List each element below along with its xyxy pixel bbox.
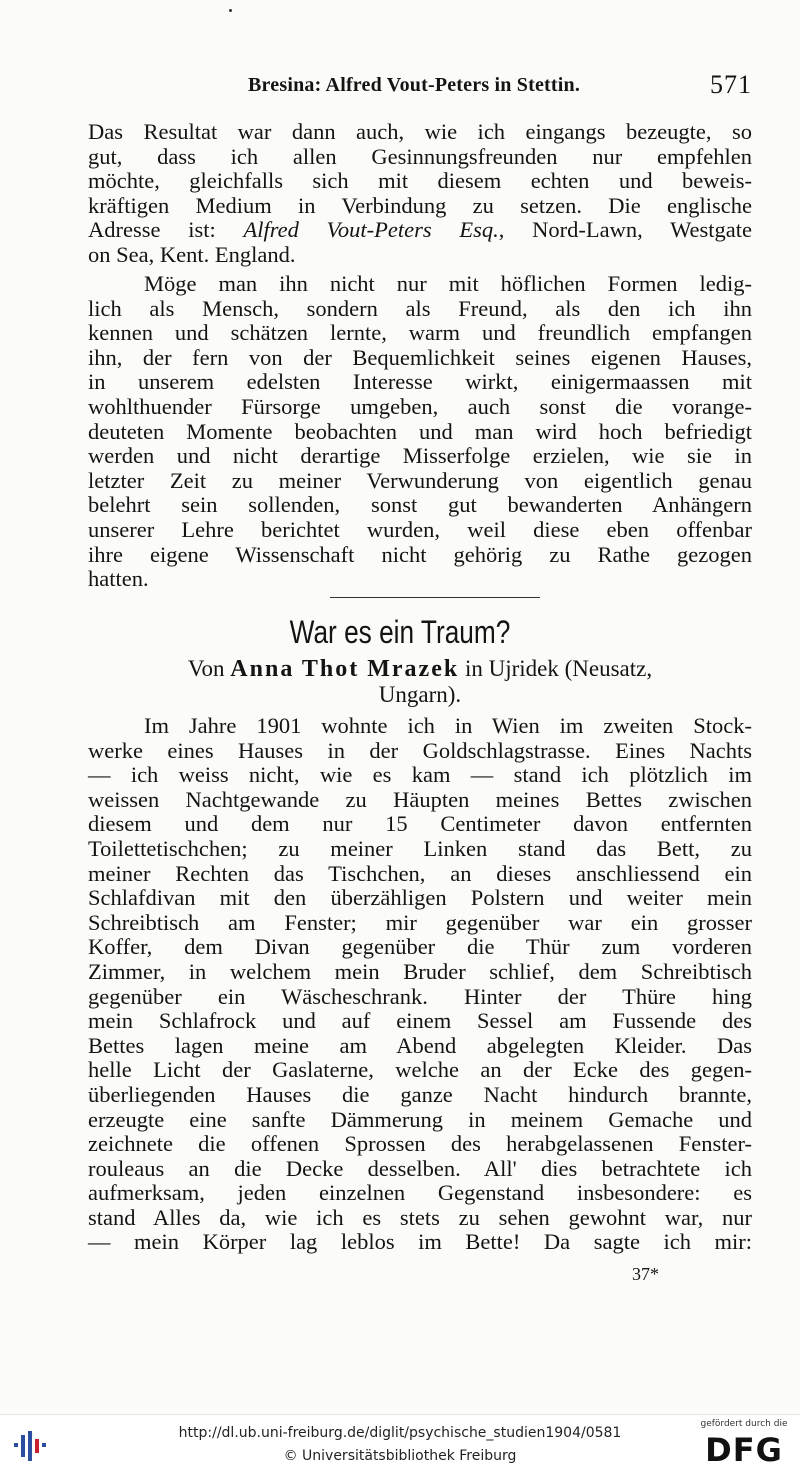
text-line: hatten. (88, 566, 149, 592)
paragraph-3 (88, 714, 752, 1255)
text-line: gut, dass ich allen Gesinnungsfreunden nur empfehlen (88, 143, 752, 169)
text-line: Koffer, dem Divan gegenüber die Thür zum vorderen (88, 934, 752, 960)
text-line: meiner Rechten das Tischchen, an dieses anschliessend ein (88, 860, 752, 886)
scan-speck (229, 9, 232, 12)
text-line: Toilettetischchen; zu meiner Linken stand das Bett, zu (88, 835, 752, 861)
text-line: in unserem edelsten Interesse wirkt, einigermaassen mit (88, 369, 752, 395)
text-line: aufmerksam, jeden einzelnen Gegenstand insbesondere: es (88, 1180, 752, 1206)
text-line: unserer Lehre berichtet wurden, weil diese eben offenbar (88, 516, 752, 542)
signature-mark: 37* (632, 1264, 659, 1284)
byline-suffix: in Ujridek (Neusatz, (459, 656, 653, 681)
story-title: War es ein Traum? (289, 614, 511, 650)
dfg-caption: gefördert durch die (700, 1419, 788, 1429)
source-url-link[interactable]: http://dl.ub.uni-freiburg.de/diglit/psychische_studien1904/0581 (178, 1425, 622, 1441)
text-line: Zimmer, in welchem mein Bruder schlief, dem Schreibtisch (88, 958, 752, 984)
text-line: Das Resultat war dann auch, wie ich eingangs bezeugte, so (88, 119, 752, 144)
text-line: überliegenden Hauses die ganze Nacht hindurch brannte, (88, 1081, 752, 1107)
text-line: Möge man ihn nicht nur mit höflichen Formen ledig- (144, 271, 752, 296)
dfg-wordmark: DFG (705, 1431, 783, 1469)
running-head (90, 70, 752, 104)
byline-line-1 (88, 656, 752, 682)
text-line: Schlafdivan mit den überzähligen Polstern und weiter mein (88, 885, 752, 911)
byline (88, 656, 752, 708)
text-line: kennen und schätzen lernte, warm und freundlich empfangen (88, 320, 752, 346)
text-line: rouleaus an die Decke desselben. All' dies betrachtete ich (88, 1155, 752, 1181)
section-divider (330, 597, 540, 598)
text-line: — mein Körper lag leblos im Bette! Da sagte ich mir: (88, 1229, 752, 1255)
paragraph-2 (88, 272, 752, 592)
text-line: erzeugte eine sanfte Dämmerung in meinem Gemache und (88, 1106, 752, 1132)
copyright-text: © Universitätsbibliothek Freiburg (283, 1448, 517, 1464)
running-head-title: Bresina: Alfred Vout-Peters in Stettin. (248, 74, 581, 96)
text-line: on Sea, Kent. England. (88, 241, 296, 267)
byline-line-2: Ungarn). (378, 682, 462, 707)
text-line: zeichnete die offenen Sprossen des herabgelassenen Fenster- (88, 1131, 752, 1157)
address-line (88, 218, 752, 243)
text-line: ihre eigene Wissenschaft nicht gehörig zu Rathe gezogen (88, 541, 752, 567)
text-line: Im Jahre 1901 wohnte ich in Wien im zweiten Stock- (144, 713, 752, 738)
text-line: helle Licht der Gaslaterne, welche an der Ecke des gegen- (88, 1057, 752, 1083)
text-line: — ich weiss nicht, wie es kam — stand ich plötzlich im (88, 762, 752, 788)
text-line: werden und nicht derartige Misserfolge erzielen, wie sie in (88, 443, 752, 469)
text-line: kräftigen Medium in Verbindung zu setzen. Die englische (88, 192, 752, 218)
text-line: stand Alles da, wie ich es stets zu sehen gewohnt war, nur (88, 1204, 752, 1230)
text-line: deuteten Momente beobachten und man wird hoch befriedigt (88, 418, 752, 444)
text-line: wohlthuender Fürsorge umgeben, auch sonst die vorange- (88, 393, 752, 419)
text-line: werke eines Hauses in der Goldschlagstrasse. Eines Nachts (88, 737, 752, 763)
text-line: gegenüber ein Wäscheschrank. Hinter der Thüre hing (88, 983, 752, 1009)
address-prefix: Adresse ist: (88, 217, 244, 243)
dfg-logo (698, 1419, 790, 1469)
text-line: Schreibtisch am Fenster; mir gegenüber war ein grosser (88, 909, 752, 935)
text-line: möchte, gleichfalls sich mit diesem echten und beweis- (88, 168, 752, 194)
text-line: letzter Zeit zu meiner Verwunderung von eigentlich genau (88, 467, 752, 493)
text-line: Bettes lagen meine am Abend abgelegten Kleider. Das (88, 1032, 752, 1058)
text-line: weissen Nachtgewande zu Häupten meines Bettes zwischen (88, 786, 752, 812)
byline-prefix: Von (187, 656, 231, 681)
text-line: mein Schlafrock und auf einem Sessel am Fussende des (88, 1008, 752, 1034)
paragraph-1 (88, 120, 752, 268)
text-line: belehrt sein sollenden, sonst gut bewanderten Anhängern (88, 492, 752, 518)
text-line: lich als Mensch, sondern als Freund, als den ich ihn (88, 295, 752, 321)
page-number: 571 (710, 70, 752, 99)
text-line: diesem und dem nur 15 Centimeter davon entfernten (88, 811, 752, 837)
address-name: Alfred Vout-Peters Esq. (243, 217, 499, 243)
viewer-footer (0, 1414, 800, 1473)
text-line: ihn, der fern von der Bequemlichkeit seines eigenen Hauses, (88, 344, 752, 370)
address-suffix: , Nord-Lawn, Westgate (498, 217, 752, 243)
author-name: Anna Thot Mrazek (230, 656, 460, 682)
